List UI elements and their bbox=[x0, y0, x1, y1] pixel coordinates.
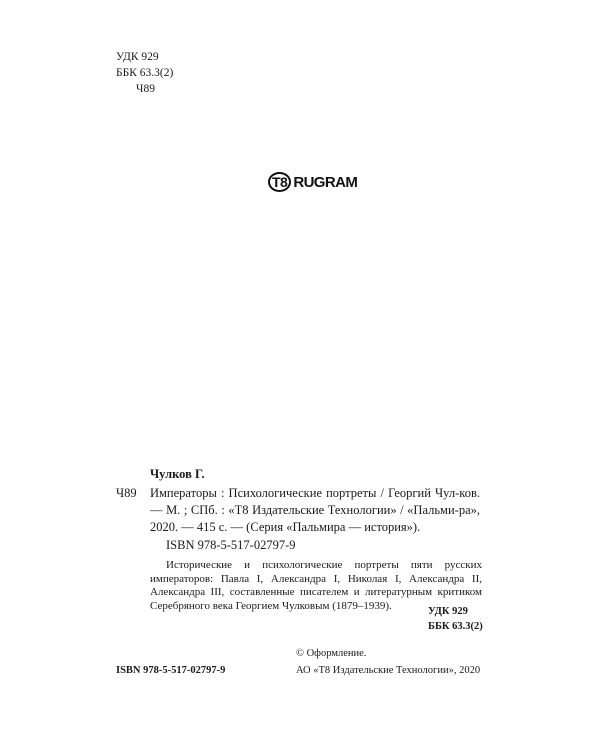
record-annotation: Исторические и психологические портреты пяти русских императоров: Павла I, Александра I, Николая I, Александра II, Александра III, составленные писателем и литературным критиком Серебряного века Георгием Чулковым (1879–1939). bbox=[150, 559, 482, 612]
copyright-publisher: АО «Т8 Издательские Технологии», 2020 bbox=[296, 665, 481, 676]
copyright-design: © Оформление. bbox=[296, 648, 367, 659]
rugram-logo-text: RUGRAM bbox=[293, 173, 358, 191]
record-author: Чулков Г. bbox=[150, 467, 205, 481]
publisher-logo bbox=[268, 172, 357, 192]
author-mark: Ч89 bbox=[136, 83, 155, 95]
record-udk: УДК 929 bbox=[428, 606, 468, 617]
record-bbk: ББК 63.3(2) bbox=[428, 621, 483, 632]
record-author-mark: Ч89 bbox=[116, 486, 137, 500]
bbk-code: ББК 63.3(2) bbox=[116, 67, 174, 79]
udk-code: УДК 929 bbox=[116, 51, 159, 63]
footer-isbn: ISBN 978-5-517-02797-9 bbox=[116, 665, 226, 676]
t8-logo-mark: T8 bbox=[268, 172, 291, 192]
record-isbn: ISBN 978-5-517-02797-9 bbox=[166, 538, 296, 552]
record-description: Императоры : Психологические портреты / Георгий Чул-ков. — М. ; СПб. : «Т8 Издательские Технологии» / «Пальми-ра», 2020. — 415 с. — (Серия «Пальмира — история»). bbox=[150, 486, 480, 534]
